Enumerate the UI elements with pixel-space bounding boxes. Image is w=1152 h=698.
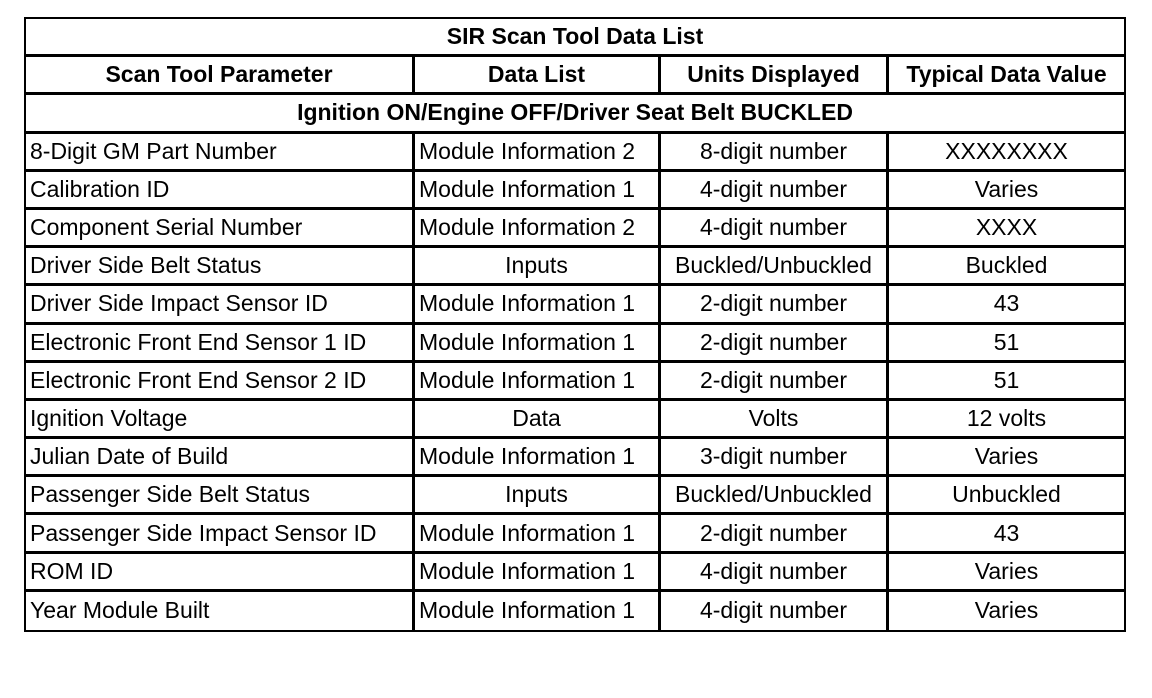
sir-data-table <box>24 17 1126 632</box>
units-cell: Buckled/Unbuckled <box>661 477 889 515</box>
units-cell: 2-digit number <box>661 363 889 401</box>
table-row <box>26 592 1124 630</box>
table-title-row <box>26 19 1124 57</box>
data-list-cell: Inputs <box>415 477 661 515</box>
parameter-cell: Component Serial Number <box>26 210 415 248</box>
data-list-cell: Module Information 2 <box>415 134 661 172</box>
typical-value-cell: XXXX <box>889 210 1124 248</box>
table-row <box>26 554 1124 592</box>
typical-value-cell: Varies <box>889 172 1124 210</box>
data-list-cell: Module Information 1 <box>415 592 661 630</box>
data-list-cell: Module Information 1 <box>415 286 661 324</box>
units-cell: 4-digit number <box>661 592 889 630</box>
units-cell: 3-digit number <box>661 439 889 477</box>
table-row <box>26 172 1124 210</box>
data-list-cell: Data <box>415 401 661 439</box>
parameter-cell: 8-Digit GM Part Number <box>26 134 415 172</box>
table-title: SIR Scan Tool Data List <box>26 19 1124 57</box>
section-heading: Ignition ON/Engine OFF/Driver Seat Belt BUCKLED <box>26 95 1124 133</box>
typical-value-cell: XXXXXXXX <box>889 134 1124 172</box>
data-list-cell: Module Information 1 <box>415 363 661 401</box>
column-header-typical-value: Typical Data Value <box>889 57 1124 95</box>
data-list-cell: Module Information 1 <box>415 172 661 210</box>
table-row <box>26 210 1124 248</box>
typical-value-cell: Varies <box>974 597 1039 624</box>
units-cell: 2-digit number <box>661 325 889 363</box>
typical-value-cell: 43 <box>889 515 1124 553</box>
parameter-cell: Calibration ID <box>26 172 415 210</box>
parameter-cell: Passenger Side Belt Status <box>26 477 415 515</box>
table-row <box>26 325 1124 363</box>
table-row <box>26 363 1124 401</box>
units-cell: 4-digit number <box>661 210 889 248</box>
typical-value-cell: Buckled <box>889 248 1124 286</box>
units-cell: Volts <box>661 401 889 439</box>
table-row <box>26 248 1124 286</box>
typical-value-cell: Varies <box>889 554 1124 592</box>
table-header-row <box>26 57 1124 95</box>
table-row <box>26 134 1124 172</box>
data-list-cell: Module Information 1 <box>415 554 661 592</box>
column-header-units: Units Displayed <box>661 57 889 95</box>
parameter-cell: Year Module Built <box>26 592 415 630</box>
table-row <box>26 286 1124 324</box>
parameter-cell: Ignition Voltage <box>26 401 415 439</box>
typical-value-cell: 51 <box>889 363 1124 401</box>
typical-value-cell: 43 <box>889 286 1124 324</box>
table-row <box>26 515 1124 553</box>
units-cell: Buckled/Unbuckled <box>661 248 889 286</box>
parameter-cell: Passenger Side Impact Sensor ID <box>26 515 415 553</box>
data-list-cell: Inputs <box>415 248 661 286</box>
units-cell: 4-digit number <box>661 172 889 210</box>
parameter-cell: Julian Date of Build <box>26 439 415 477</box>
parameter-cell: Driver Side Impact Sensor ID <box>26 286 415 324</box>
units-cell: 4-digit number <box>661 554 889 592</box>
typical-value-cell: Unbuckled <box>889 477 1124 515</box>
column-header-parameter: Scan Tool Parameter <box>26 57 415 95</box>
units-cell: 2-digit number <box>661 286 889 324</box>
parameter-cell: Driver Side Belt Status <box>26 248 415 286</box>
table-row <box>26 439 1124 477</box>
table-row <box>26 477 1124 515</box>
parameter-cell: Electronic Front End Sensor 2 ID <box>26 363 415 401</box>
units-cell: 2-digit number <box>661 515 889 553</box>
units-cell: 8-digit number <box>661 134 889 172</box>
parameter-cell: Electronic Front End Sensor 1 ID <box>26 325 415 363</box>
data-list-cell: Module Information 2 <box>415 210 661 248</box>
section-row <box>26 95 1124 133</box>
typical-value-cell: 51 <box>889 325 1124 363</box>
data-list-cell: Module Information 1 <box>415 325 661 363</box>
column-header-data-list: Data List <box>415 57 661 95</box>
typical-value-cell: Varies <box>889 439 1124 477</box>
typical-value-cell: 12 volts <box>889 401 1124 439</box>
data-list-cell: Module Information 1 <box>415 439 661 477</box>
table-row <box>26 401 1124 439</box>
data-list-cell: Module Information 1 <box>415 515 661 553</box>
parameter-cell: ROM ID <box>26 554 415 592</box>
